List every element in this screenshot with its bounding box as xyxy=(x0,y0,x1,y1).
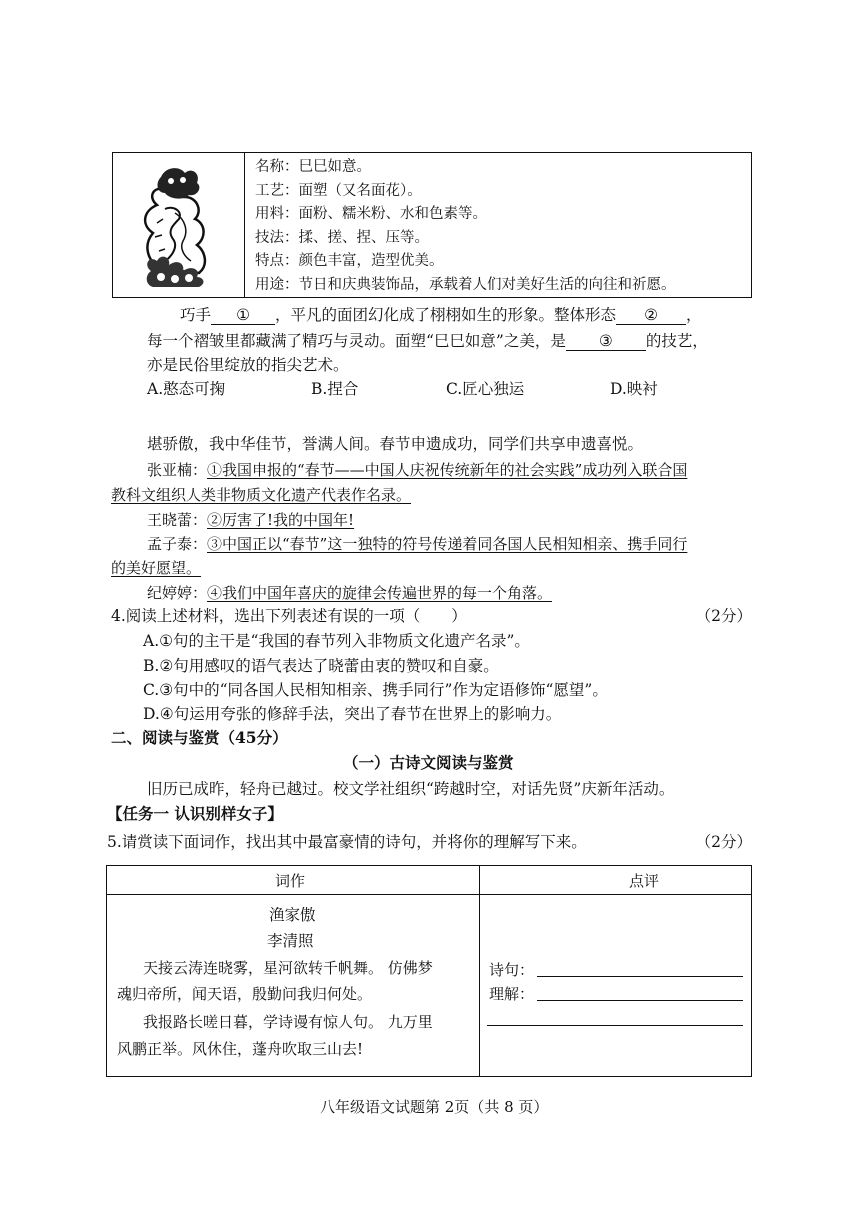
section-2-title: 二、阅读与鉴赏（45分） xyxy=(111,728,288,747)
q4-speaker-meng-cont xyxy=(111,557,201,579)
speaker-name: 张亚楠： xyxy=(147,461,208,479)
sentence-3-cont: 的美好愿望。 xyxy=(111,559,202,577)
q4-stem: 4.阅读上述材料，选出下列表述有误的一项（ ） xyxy=(111,607,467,625)
q3-line-3: 亦是民俗里绽放的指尖艺术。 xyxy=(147,356,349,374)
poem-line-1: 天接云涛连晓雾，星河欲转千帆舞。 仿佛梦 xyxy=(143,959,433,977)
q5-stem: 5.请赏读下面词作，找出其中最富豪情的诗句，并将你的理解写下来。 xyxy=(107,833,587,851)
answer-line-extra[interactable] xyxy=(487,1025,743,1026)
info-row-craft: 工艺：面塑（又名面花）。 xyxy=(255,182,422,199)
info-rows xyxy=(255,156,676,297)
q4-material-intro: 堪骄傲，我中华佳节，誉满人间。春节申遗成功，同学们共享申遗喜悦。 xyxy=(147,435,644,453)
q3-line-2: 每一个褶皱里都藏满了精巧与灵动。面塑“巳巳如意”之美，是 ③ 的技艺， xyxy=(147,332,708,350)
info-table xyxy=(112,152,752,298)
answer-line-understanding[interactable] xyxy=(537,1000,743,1001)
q3-line-1: 巧手 ① ，平凡的面团幻化成了栩栩如生的形象。整体形态 ② ， xyxy=(180,306,702,324)
task-1-title: 【任务一 认识别样女子】 xyxy=(107,804,283,823)
q4-speaker-ji xyxy=(147,582,552,604)
poem-author: 李清照 xyxy=(267,932,314,950)
sentence-1-cont: 教科文组织人类非物质文化遗产代表作名录。 xyxy=(111,486,412,504)
q4-option-a[interactable]: A.①句的主干是“我国的春节列入非物质文化遗产名录”。 xyxy=(143,632,530,650)
sentence-2: ②厉害了!我的中国年! xyxy=(207,511,355,529)
info-row-materials: 用料：面粉、糯米粉、水和色素等。 xyxy=(255,206,487,222)
blank-3[interactable]: ③ xyxy=(566,332,646,351)
poem-line-3: 我报路长嗟日暮，学诗谩有惊人句。 九万里 xyxy=(143,1013,433,1031)
sentence-3: ③中国正以“春节”这一独特的符号传递着同各国人民相知相亲、携手同行 xyxy=(207,535,688,553)
poem-title: 渔家傲 xyxy=(269,906,316,924)
poem-table xyxy=(106,865,752,1077)
image-cell xyxy=(113,153,245,297)
speaker-name: 王晓蕾： xyxy=(147,511,208,529)
q4-option-b[interactable]: B.②句用感叹的语气表达了晓蕾由衷的赞叹和自豪。 xyxy=(143,657,499,675)
sentence-4: ④我们中国年喜庆的旋律会传遍世界的每一个角落。 xyxy=(207,584,553,602)
q4-speaker-zhang xyxy=(147,459,687,481)
q4-option-d[interactable]: D.④句运用夸张的修辞手法，突出了春节在世界上的影响力。 xyxy=(143,705,562,723)
label-understanding: 理解： xyxy=(489,985,535,1003)
sentence-1: ①我国申报的“春节——中国人庆祝传统新年的社会实践”成功列入联合国 xyxy=(207,461,688,479)
blank-2[interactable]: ② xyxy=(616,306,686,325)
q5-score: （2分） xyxy=(695,833,752,851)
q4-speaker-zhang-cont xyxy=(111,484,411,506)
speaker-name: 纪婷婷： xyxy=(147,584,208,602)
blank-1[interactable]: ① xyxy=(211,306,275,325)
page-footer: 八年级语文试题第 2页（共 8 页） xyxy=(320,1098,549,1116)
label-poem-line: 诗句： xyxy=(489,961,535,979)
info-row-name: 名称：巳巳如意。 xyxy=(255,159,371,175)
col-header-comment: 点评 xyxy=(629,872,660,890)
dough-snake-figurine-image xyxy=(113,153,244,296)
q4-option-c[interactable]: C.③句中的“同各国人民相知相亲、携手同行”作为定语修饰“愿望”。 xyxy=(143,681,608,699)
answer-line-poem[interactable] xyxy=(537,976,743,977)
section-2-intro: 旧历已成昨，轻舟已越过。校文学社组织“跨越时空，对话先贤”庆新年活动。 xyxy=(147,780,675,798)
q4-speaker-wang xyxy=(147,509,354,531)
q3-option-c[interactable]: C.匠心独运 xyxy=(446,380,525,398)
q4-speaker-meng xyxy=(147,533,687,555)
q4-score: （2分） xyxy=(695,607,752,625)
poem-line-4: 风鹏正举。风休住，蓬舟吹取三山去! xyxy=(117,1040,364,1058)
info-row-features: 特点：颜色丰富，造型优美。 xyxy=(255,253,444,269)
column-divider xyxy=(479,866,480,1076)
col-header-poem: 词作 xyxy=(275,872,306,890)
info-row-techniques: 技法：揉、搓、捏、压等。 xyxy=(255,229,429,246)
subsection-title: （一）古诗文阅读与鉴赏 xyxy=(343,753,514,772)
speaker-name: 孟子泰： xyxy=(147,535,208,553)
poem-line-2: 魂归帝所，闻天语，殷勤问我归何处。 xyxy=(117,985,373,1003)
q3-option-d[interactable]: D.映衬 xyxy=(610,380,658,398)
q3-option-a[interactable]: A.憨态可掬 xyxy=(147,380,226,398)
info-row-usage: 用途：节日和庆典装饰品，承载着人们对美好生活的向往和祈愿。 xyxy=(255,276,676,293)
q3-option-b[interactable]: B.捏合 xyxy=(311,380,359,398)
